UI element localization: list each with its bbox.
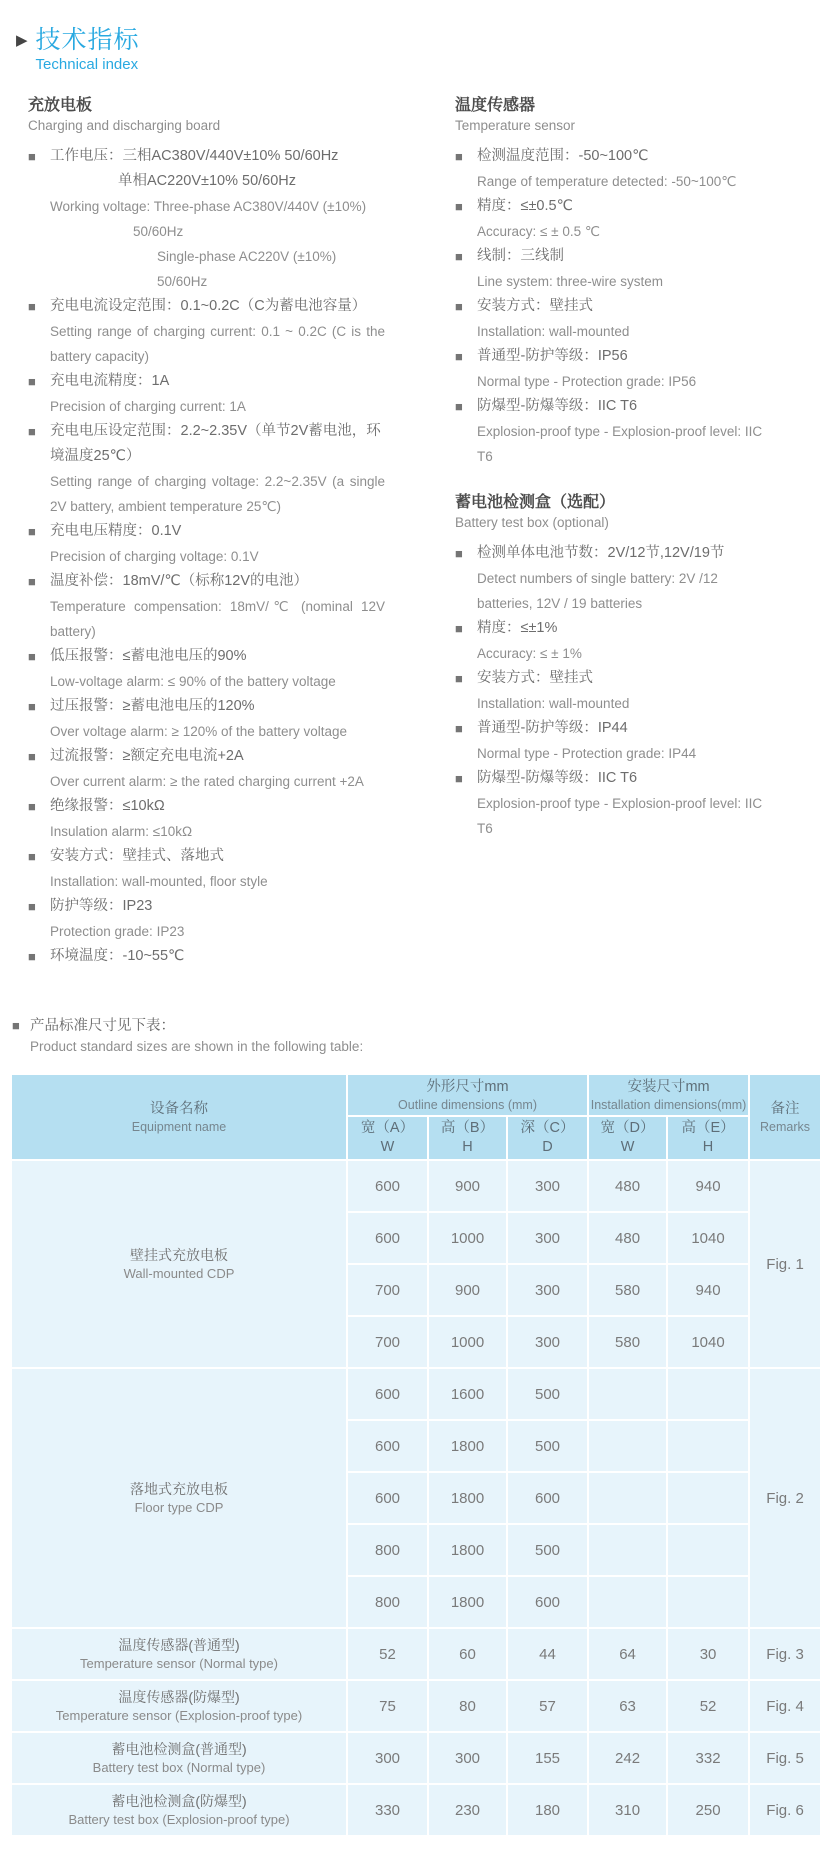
- spec-line-en: Setting range of charging current: 0.1 ~ 0.2C (C is the battery capacity): [50, 324, 385, 364]
- table-note-text-zh: 产品标准尺寸见下表：: [30, 1018, 175, 1034]
- spec-text-zh: 低压报警：≤蓄电池电压的90%: [50, 648, 247, 664]
- spec-text-zh: 充电电压精度：0.1V: [50, 523, 182, 539]
- spec-text-zh: 过压报警：≥蓄电池电压的120%: [50, 698, 255, 714]
- remark-cell: Fig. 2: [749, 1368, 821, 1628]
- spec-item: [28, 894, 385, 944]
- spec-line-en: Precision of charging current: 1A: [50, 399, 246, 414]
- spec-text-zh: 精度：≤±1%: [477, 620, 558, 636]
- bullet-square-icon: ■: [455, 149, 463, 164]
- bullet-square-icon: ■: [28, 649, 36, 664]
- equipment-name-zh: 落地式充放电板: [130, 1481, 228, 1497]
- col-header-install-en: Installation dimensions(mm): [590, 1097, 747, 1112]
- size-cell: 940: [667, 1160, 749, 1212]
- size-cell: 1800: [428, 1524, 507, 1576]
- size-cell: 480: [588, 1212, 667, 1264]
- size-cell: 155: [507, 1732, 588, 1784]
- bullet-square-icon: ■: [455, 771, 463, 786]
- spec-line-en: Precision of charging voltage: 0.1V: [50, 549, 259, 564]
- spec-line-zh: [28, 694, 385, 719]
- spec-line-en: Installation: wall-mounted: [477, 696, 630, 711]
- size-cell: [588, 1576, 667, 1628]
- size-cell: 80: [428, 1680, 507, 1732]
- spec-line-zh: [28, 644, 385, 669]
- size-cell: 52: [347, 1628, 428, 1680]
- spec-line-en: Insulation alarm: ≤10kΩ: [50, 824, 193, 839]
- table-note-en: Product standard sizes are shown in the following table:: [30, 1039, 364, 1054]
- bullet-square-icon: ■: [28, 899, 36, 914]
- remark-cell: Fig. 6: [749, 1784, 821, 1836]
- spec-item: [455, 716, 775, 766]
- spec-columns: [0, 94, 830, 969]
- spec-item: [28, 744, 385, 794]
- spec-item: [455, 616, 775, 666]
- spec-item: [28, 294, 385, 369]
- spec-item: [28, 944, 385, 969]
- equipment-name-en: Battery test box (Explosion-proof type): [68, 1812, 290, 1827]
- table-note-zh: [12, 1015, 830, 1037]
- size-table: [10, 1073, 822, 1837]
- size-cell: 1000: [428, 1316, 507, 1368]
- spec-line-en: Range of temperature detected: -50~100℃: [477, 174, 737, 189]
- spec-line-en: Normal type - Protection grade: IP56: [477, 374, 697, 389]
- spec-line-zh-cont: 单相AC220V±10% 50/60Hz: [118, 173, 297, 189]
- equipment-name-cell: [11, 1628, 347, 1680]
- col-header-equipment: [11, 1074, 347, 1160]
- size-cell: 300: [507, 1212, 588, 1264]
- sub-header-zh: 宽（A）: [360, 1120, 415, 1136]
- col-header-equipment-en: Equipment name: [131, 1119, 227, 1134]
- sub-header-en: W: [620, 1139, 635, 1155]
- battery-box-heading-en: Battery test box (optional): [455, 515, 609, 530]
- spec-text-zh: 精度：≤±0.5℃: [477, 198, 573, 214]
- spec-item: [455, 144, 775, 194]
- col-header-install-zh: 安装尺寸mm: [627, 1078, 710, 1095]
- size-cell: 1800: [428, 1420, 507, 1472]
- spec-line-zh: [28, 519, 385, 544]
- spec-item: [28, 419, 385, 519]
- bullet-square-icon: ■: [28, 799, 36, 814]
- size-cell: 180: [507, 1784, 588, 1836]
- size-cell: 800: [347, 1524, 428, 1576]
- bullet-square-icon: ■: [28, 749, 36, 764]
- size-cell: [588, 1524, 667, 1576]
- equipment-name-cell: [11, 1680, 347, 1732]
- size-cell: 250: [667, 1784, 749, 1836]
- size-cell: [588, 1368, 667, 1420]
- spec-text-zh: 温度补偿：18mV/℃（标称12V的电池）: [50, 573, 308, 589]
- section-marker-arrow-icon: ▶: [16, 32, 28, 49]
- size-cell: 580: [588, 1264, 667, 1316]
- sub-header-zh: 高（B）: [440, 1120, 495, 1136]
- bullet-square-icon: ■: [28, 374, 36, 389]
- bullet-square-icon: ■: [28, 699, 36, 714]
- equipment-name-en: Temperature sensor (Explosion-proof type): [55, 1708, 303, 1723]
- bullet-square-icon: ■: [28, 149, 36, 164]
- size-cell: 242: [588, 1732, 667, 1784]
- sub-header-height-e: [667, 1116, 749, 1160]
- size-cell: 300: [428, 1732, 507, 1784]
- battery-box-spec-list: [455, 541, 775, 841]
- spec-line-zh: [455, 666, 775, 691]
- bullet-square-icon: ■: [28, 574, 36, 589]
- sub-header-zh: 宽（D）: [600, 1120, 655, 1136]
- equipment-name-cell: [11, 1160, 347, 1368]
- spec-item: [28, 644, 385, 694]
- size-cell: 600: [347, 1420, 428, 1472]
- size-cell: 480: [588, 1160, 667, 1212]
- spec-item: [455, 666, 775, 716]
- sub-header-height-b: [428, 1116, 507, 1160]
- spec-line-en-cont2: Single-phase AC220V (±10%) 50/60Hz: [157, 249, 337, 289]
- size-cell: 75: [347, 1680, 428, 1732]
- bullet-square-icon: ■: [455, 349, 463, 364]
- bullet-square-icon: ■: [455, 199, 463, 214]
- spec-line-zh: [28, 369, 385, 394]
- spec-text-zh: 工作电压：三相AC380V/440V±10% 50/60Hz: [50, 148, 339, 164]
- size-cell: 500: [507, 1368, 588, 1420]
- bullet-square-icon: ■: [455, 299, 463, 314]
- size-cell: 600: [507, 1472, 588, 1524]
- spec-line-zh: [455, 344, 775, 369]
- size-cell: 700: [347, 1264, 428, 1316]
- sub-header-width-d: [588, 1116, 667, 1160]
- spec-line-en: Low-voltage alarm: ≤ 90% of the battery voltage: [50, 674, 336, 689]
- spec-line-en: Over current alarm: ≥ the rated charging current +2A: [50, 774, 364, 789]
- spec-text-zh: 防爆型-防爆等级：IIC T6: [477, 770, 638, 786]
- spec-item: [455, 244, 775, 294]
- spec-line-en: Working voltage: Three-phase AC380V/440V (±10%): [50, 199, 367, 214]
- spec-text-zh: 检测温度范围：-50~100℃: [477, 148, 649, 164]
- size-cell: 310: [588, 1784, 667, 1836]
- size-cell: 30: [667, 1628, 749, 1680]
- charging-spec-list: [28, 144, 385, 969]
- bullet-square-icon: ■: [455, 249, 463, 264]
- table-row: [11, 1628, 821, 1680]
- sub-header-depth-c: [507, 1116, 588, 1160]
- spec-line-zh: [28, 419, 385, 469]
- size-cell: 63: [588, 1680, 667, 1732]
- sub-header-zh: 深（C）: [520, 1120, 575, 1136]
- size-cell: 1040: [667, 1316, 749, 1368]
- spec-line-en-cont: 50/60Hz: [133, 224, 184, 239]
- spec-item: [455, 294, 775, 344]
- size-cell: 60: [428, 1628, 507, 1680]
- size-cell: 64: [588, 1628, 667, 1680]
- bullet-square-icon: ■: [455, 721, 463, 736]
- size-cell: 600: [347, 1368, 428, 1420]
- spec-line-zh: [455, 616, 775, 641]
- bullet-square-icon: ■: [28, 849, 36, 864]
- size-cell: 300: [507, 1316, 588, 1368]
- col-header-remarks: [749, 1074, 821, 1160]
- section-gap: [455, 469, 775, 491]
- bullet-square-icon: ■: [455, 546, 463, 561]
- col-header-outline: [347, 1074, 588, 1116]
- bullet-square-icon: ■: [28, 299, 36, 314]
- sub-header-en: W: [380, 1139, 395, 1155]
- size-cell: 500: [507, 1524, 588, 1576]
- col-header-equipment-zh: 设备名称: [150, 1100, 208, 1117]
- spec-item: [28, 794, 385, 844]
- equipment-name-zh: 温度传感器(普通型): [118, 1637, 240, 1653]
- spec-item: [455, 541, 775, 616]
- spec-text-zh: 普通型-防护等级：IP56: [477, 348, 628, 364]
- size-cell: 1800: [428, 1576, 507, 1628]
- spec-line-zh: [455, 716, 775, 741]
- size-cell: 1600: [428, 1368, 507, 1420]
- remark-cell: Fig. 3: [749, 1628, 821, 1680]
- sub-header-width-a: [347, 1116, 428, 1160]
- spec-line-zh: [455, 144, 775, 169]
- size-cell: 800: [347, 1576, 428, 1628]
- col-header-install: [588, 1074, 749, 1116]
- spec-line-en: Accuracy: ≤ ± 1%: [477, 646, 582, 661]
- spec-line-en: Accuracy: ≤ ± 0.5 ℃: [477, 224, 601, 239]
- spec-line-en: Explosion-proof type - Explosion-proof level: IIC T6: [477, 796, 763, 836]
- equipment-name-en: Floor type CDP: [134, 1500, 224, 1515]
- remark-cell: Fig. 5: [749, 1732, 821, 1784]
- spec-text-zh: 过流报警：≥额定充电电流+2A: [50, 748, 244, 764]
- col-header-outline-zh: 外形尺寸mm: [426, 1078, 509, 1095]
- equipment-name-en: Wall-mounted CDP: [123, 1266, 235, 1281]
- sub-header-en: D: [542, 1139, 553, 1155]
- size-cell: [667, 1420, 749, 1472]
- size-cell: [667, 1576, 749, 1628]
- spec-text-zh: 普通型-防护等级：IP44: [477, 720, 628, 736]
- table-row: [11, 1368, 821, 1420]
- spec-item: [455, 344, 775, 394]
- spec-line-en: Normal type - Protection grade: IP44: [477, 746, 697, 761]
- spec-item: [455, 394, 775, 469]
- spec-line-en: Setting range of charging voltage: 2.2~2.35V (a single 2V battery, ambient temperature 25℃): [50, 474, 385, 514]
- col-header-outline-en: Outline dimensions (mm): [398, 1097, 537, 1112]
- bullet-square-icon: ■: [455, 671, 463, 686]
- equipment-name-zh: 蓄电池检测盒(防爆型): [111, 1793, 247, 1809]
- spec-text-zh: 防爆型-防爆等级：IIC T6: [477, 398, 638, 414]
- size-cell: [667, 1368, 749, 1420]
- size-cell: 57: [507, 1680, 588, 1732]
- table-row: [11, 1160, 821, 1212]
- title-block: [36, 26, 140, 76]
- right-column: [455, 94, 775, 969]
- size-cell: 600: [507, 1576, 588, 1628]
- equipment-name-cell: [11, 1368, 347, 1628]
- equipment-name-cell: [11, 1784, 347, 1836]
- size-cell: 332: [667, 1732, 749, 1784]
- spec-line-en: Protection grade: IP23: [50, 924, 185, 939]
- spec-line-en: Detect numbers of single battery: 2V /12 batteries, 12V / 19 batteries: [477, 571, 718, 611]
- spec-item: [28, 569, 385, 644]
- section-charging-board: [28, 94, 385, 969]
- spec-line-zh: [28, 569, 385, 594]
- size-cell: 700: [347, 1316, 428, 1368]
- spec-line-en: Installation: wall-mounted, floor style: [50, 874, 268, 889]
- equipment-name-en: Battery test box (Normal type): [92, 1760, 266, 1775]
- remark-cell: Fig. 4: [749, 1680, 821, 1732]
- spec-line-zh: [28, 794, 385, 819]
- size-cell: 600: [347, 1472, 428, 1524]
- size-cell: 1000: [428, 1212, 507, 1264]
- charging-heading-en: Charging and discharging board: [28, 118, 221, 133]
- spec-line-zh: [28, 744, 385, 769]
- bullet-square-icon: ■: [28, 424, 36, 439]
- temperature-spec-list: [455, 144, 775, 469]
- size-cell: 330: [347, 1784, 428, 1836]
- size-cell: [588, 1472, 667, 1524]
- bullet-square-icon: ■: [12, 1018, 20, 1033]
- bullet-square-icon: ■: [455, 399, 463, 414]
- size-cell: 52: [667, 1680, 749, 1732]
- table-row: [11, 1732, 821, 1784]
- size-cell: 1800: [428, 1472, 507, 1524]
- spec-text-zh: 充电电流设定范围：0.1~0.2C（C为蓄电池容量）: [50, 298, 367, 314]
- section-temperature-sensor: [455, 96, 775, 469]
- spec-line-zh: [455, 294, 775, 319]
- spec-text-zh: 安装方式：壁挂式: [477, 670, 593, 686]
- size-cell: 940: [667, 1264, 749, 1316]
- spec-item: [28, 694, 385, 744]
- remark-cell: Fig. 1: [749, 1160, 821, 1368]
- doc-header: [0, 26, 830, 76]
- equipment-name-zh: 壁挂式充放电板: [130, 1247, 228, 1263]
- spec-line-zh: [455, 194, 775, 219]
- spec-line-zh: [455, 244, 775, 269]
- spec-item: [455, 194, 775, 244]
- spec-line-zh: [28, 844, 385, 869]
- bullet-square-icon: ■: [28, 524, 36, 539]
- spec-text-zh: 安装方式：壁挂式、落地式: [50, 848, 224, 864]
- sub-header-en: H: [702, 1139, 714, 1155]
- spec-line-zh: [455, 394, 775, 419]
- size-cell: 300: [347, 1732, 428, 1784]
- spec-text-zh: 安装方式：壁挂式: [477, 298, 593, 314]
- spec-item: [28, 844, 385, 894]
- size-cell: 230: [428, 1784, 507, 1836]
- size-cell: 300: [507, 1160, 588, 1212]
- page-subtitle: Technical index: [35, 56, 139, 73]
- temperature-heading-en: Temperature sensor: [455, 118, 576, 133]
- spec-line-zh: [455, 541, 775, 566]
- spec-item: [28, 519, 385, 569]
- spec-text-zh: 线制：三线制: [477, 248, 564, 264]
- spec-line-zh: [28, 294, 385, 319]
- spec-line-zh: [28, 894, 385, 919]
- sub-header-zh: 高（E）: [681, 1120, 735, 1136]
- size-cell: 900: [428, 1160, 507, 1212]
- spec-text-zh: 充电电流精度：1A: [50, 373, 170, 389]
- spec-text-zh: 绝缘报警：≤10kΩ: [50, 798, 165, 814]
- spec-line-zh: [455, 766, 775, 791]
- sub-header-en: H: [462, 1139, 473, 1155]
- section-battery-test-box: [455, 493, 775, 841]
- spec-item: [28, 369, 385, 419]
- size-cell: 580: [588, 1316, 667, 1368]
- table-note: [12, 1015, 830, 1057]
- table-row: [11, 1784, 821, 1836]
- spec-line-en: Temperature compensation: 18mV/℃ (nominal 12V battery): [50, 599, 385, 639]
- size-cell: [667, 1472, 749, 1524]
- table-row: [11, 1680, 821, 1732]
- equipment-name-cell: [11, 1732, 347, 1784]
- battery-box-heading-zh: 蓄电池检测盒（选配）: [455, 494, 616, 511]
- size-cell: 600: [347, 1160, 428, 1212]
- page-title: 技术指标: [35, 26, 140, 54]
- size-cell: [588, 1420, 667, 1472]
- spec-item: [28, 144, 385, 294]
- spec-line-en: Over voltage alarm: ≥ 120% of the battery voltage: [50, 724, 348, 739]
- spec-item: [455, 766, 775, 841]
- size-cell: [667, 1524, 749, 1576]
- equipment-name-en: Temperature sensor (Normal type): [80, 1656, 278, 1671]
- size-cell: 1040: [667, 1212, 749, 1264]
- charging-heading-zh: 充放电板: [28, 97, 93, 114]
- size-cell: 300: [507, 1264, 588, 1316]
- size-cell: 44: [507, 1628, 588, 1680]
- spec-line-en: Installation: wall-mounted: [477, 324, 630, 339]
- bullet-square-icon: ■: [455, 621, 463, 636]
- col-header-remarks-en: Remarks: [760, 1119, 811, 1134]
- size-cell: 600: [347, 1212, 428, 1264]
- spec-text-zh: 充电电压设定范围：2.2~2.35V（单节2V蓄电池，环境温度25℃）: [50, 423, 381, 464]
- temperature-heading-zh: 温度传感器: [455, 97, 536, 114]
- spec-text-zh: 检测单体电池节数：2V/12节,12V/19节: [477, 545, 725, 561]
- col-header-remarks-zh: 备注: [770, 1100, 800, 1117]
- equipment-name-zh: 温度传感器(防爆型): [118, 1689, 240, 1705]
- spec-text-zh: 环境温度：-10~55℃: [50, 948, 185, 964]
- equipment-name-zh: 蓄电池检测盒(普通型): [111, 1741, 247, 1757]
- spec-line-zh: [28, 944, 385, 969]
- spec-text-zh: 防护等级：IP23: [50, 898, 153, 914]
- bullet-square-icon: ■: [28, 949, 36, 964]
- size-cell: 500: [507, 1420, 588, 1472]
- spec-line-en: Line system: three-wire system: [477, 274, 664, 289]
- spec-line-zh: [28, 144, 385, 169]
- size-cell: 900: [428, 1264, 507, 1316]
- spec-line-en: Explosion-proof type - Explosion-proof level: IIC T6: [477, 424, 763, 464]
